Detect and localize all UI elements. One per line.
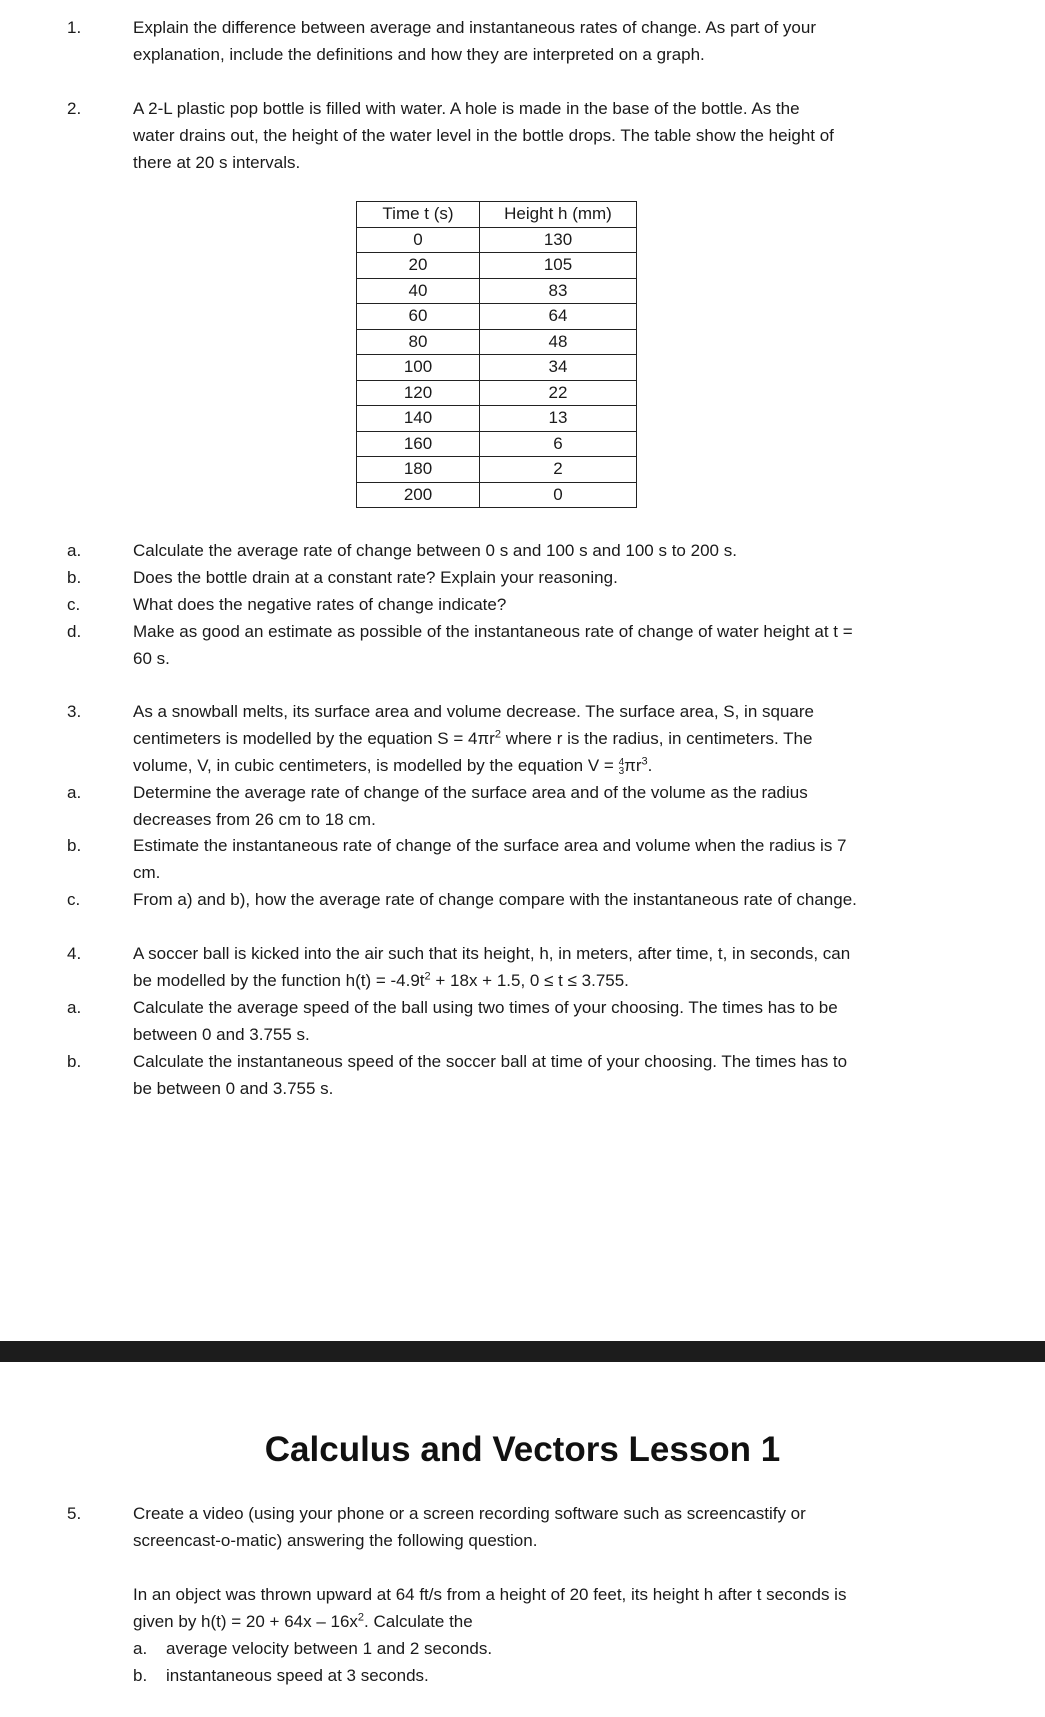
column-header-height: Height h (mm) (480, 202, 637, 228)
table-row (357, 355, 637, 381)
question-text: A soccer ball is kicked into the air such that its height, h, in meters, after time, t, in seconds, can be modelled by the function $h(t) = -4.9t^2 + 18x + 1.5$, 0 ≤ t ≤ 3.755. (133, 944, 851, 990)
sub-text: From a) and b), how the average rate of change compare with the instantaneous rate of change. (133, 890, 857, 909)
question-text: A 2-L plastic pop bottle is filled with water. A hole is made in the base of the bottle. As the water drains out, the height of the water level in the bottle drops. The table show the height of there at 20 s intervals. (133, 99, 834, 172)
time-cell: 80 (357, 329, 480, 355)
sub-label: c. (67, 890, 81, 909)
sub-text: What does the negative rates of change indicate? (133, 595, 507, 614)
height-table (356, 201, 637, 508)
question-number: 3. (67, 702, 82, 721)
question-number: 2. (67, 99, 82, 118)
sub-label: a. (67, 998, 82, 1017)
time-cell: 20 (357, 253, 480, 279)
question-number: 1. (67, 18, 82, 37)
time-cell: 120 (357, 380, 480, 406)
page-divider (0, 1341, 1045, 1362)
sub-text: Does the bottle drain at a constant rate? Explain your reasoning. (133, 568, 618, 587)
height-cell: 130 (480, 227, 637, 253)
sub-label: a. (67, 783, 82, 802)
sub-label: b. (67, 568, 82, 587)
sub-text: average velocity between 1 and 2 seconds. (166, 1639, 493, 1658)
sub-text: Calculate the average speed of the ball using two times of your choosing. The times has to be between 0 and 3.755 s. (133, 998, 838, 1044)
sub-text: Calculate the instantaneous speed of the soccer ball at time of your choosing. The times has to be between 0 and 3.755 s. (133, 1052, 848, 1098)
question-number: 4. (67, 944, 82, 963)
height-cell: 2 (480, 457, 637, 483)
height-cell: 13 (480, 406, 637, 432)
sub-text: Calculate the average rate of change between 0 s and 100 s and 100 s to 200 s. (133, 541, 737, 560)
question-text: In an object was thrown upward at 64 ft/s from a height of 20 feet, its height h after t seconds is given by $h(t) = 20 + 64x - 16x^2$. Calculate the (133, 1585, 847, 1631)
height-cell: 64 (480, 304, 637, 330)
table-row (357, 329, 637, 355)
question-text: Create a video (using your phone or a screen recording software such as screencastify or screencast-o-matic) answering the following question. (133, 1504, 806, 1550)
table-row (357, 253, 637, 279)
height-cell: 105 (480, 253, 637, 279)
height-cell: 34 (480, 355, 637, 381)
sub-label: b. (67, 1052, 82, 1071)
time-cell: 180 (357, 457, 480, 483)
table-row (357, 457, 637, 483)
height-cell: 48 (480, 329, 637, 355)
sub-label: a. (133, 1639, 148, 1658)
sub-text: Make as good an estimate as possible of the instantaneous rate of change of water height at t = 60 s. (133, 622, 853, 668)
question-text: As a snowball melts, its surface area and volume decrease. The surface area, S, in square centimeters is modelled by the equation $S = 4\pi r^2$ where r is the radius, in centimeters. The volume, V, in cubic centimeters, is modelled by the equation V = 4 $3\pi r^3$. (133, 702, 814, 777)
table-header-row (357, 202, 637, 228)
table-row (357, 406, 637, 432)
time-cell: 40 (357, 278, 480, 304)
sub-text: Estimate the instantaneous rate of change of the surface area and volume when the radius is 7 cm. (133, 836, 847, 882)
question-number: 5. (67, 1504, 82, 1523)
fraction-four-thirds: 4 3 (618, 756, 625, 777)
sub-label: d. (67, 622, 82, 641)
column-header-time: Time t (s) (357, 202, 480, 228)
time-cell: 100 (357, 355, 480, 381)
height-cell: 0 (480, 482, 637, 508)
table-row (357, 380, 637, 406)
time-cell: 140 (357, 406, 480, 432)
sub-label: c. (67, 595, 81, 614)
height-cell: 6 (480, 431, 637, 457)
sub-text: Determine the average rate of change of the surface area and of the volume as the radius decreases from 26 cm to 18 cm. (133, 783, 808, 829)
question-text: Explain the difference between average and instantaneous rates of change. As part of your explanation, include the definitions and how they are interpreted on a graph. (133, 18, 816, 64)
sub-text: instantaneous speed at 3 seconds. (166, 1666, 429, 1685)
question-5a (133, 1635, 492, 1662)
time-cell: 60 (357, 304, 480, 330)
table-row (357, 278, 637, 304)
sub-label: b. (133, 1666, 148, 1685)
question-5b (133, 1662, 429, 1689)
table-row (357, 431, 637, 457)
sub-label: a. (67, 541, 82, 560)
table-row (357, 227, 637, 253)
page-title: Calculus and Vectors Lesson 1 (264, 1430, 781, 1469)
table-row (357, 482, 637, 508)
time-cell: 200 (357, 482, 480, 508)
table-row (357, 304, 637, 330)
height-cell: 83 (480, 278, 637, 304)
sub-label: b. (67, 836, 82, 855)
height-cell: 22 (480, 380, 637, 406)
time-cell: 160 (357, 431, 480, 457)
time-cell: 0 (357, 227, 480, 253)
